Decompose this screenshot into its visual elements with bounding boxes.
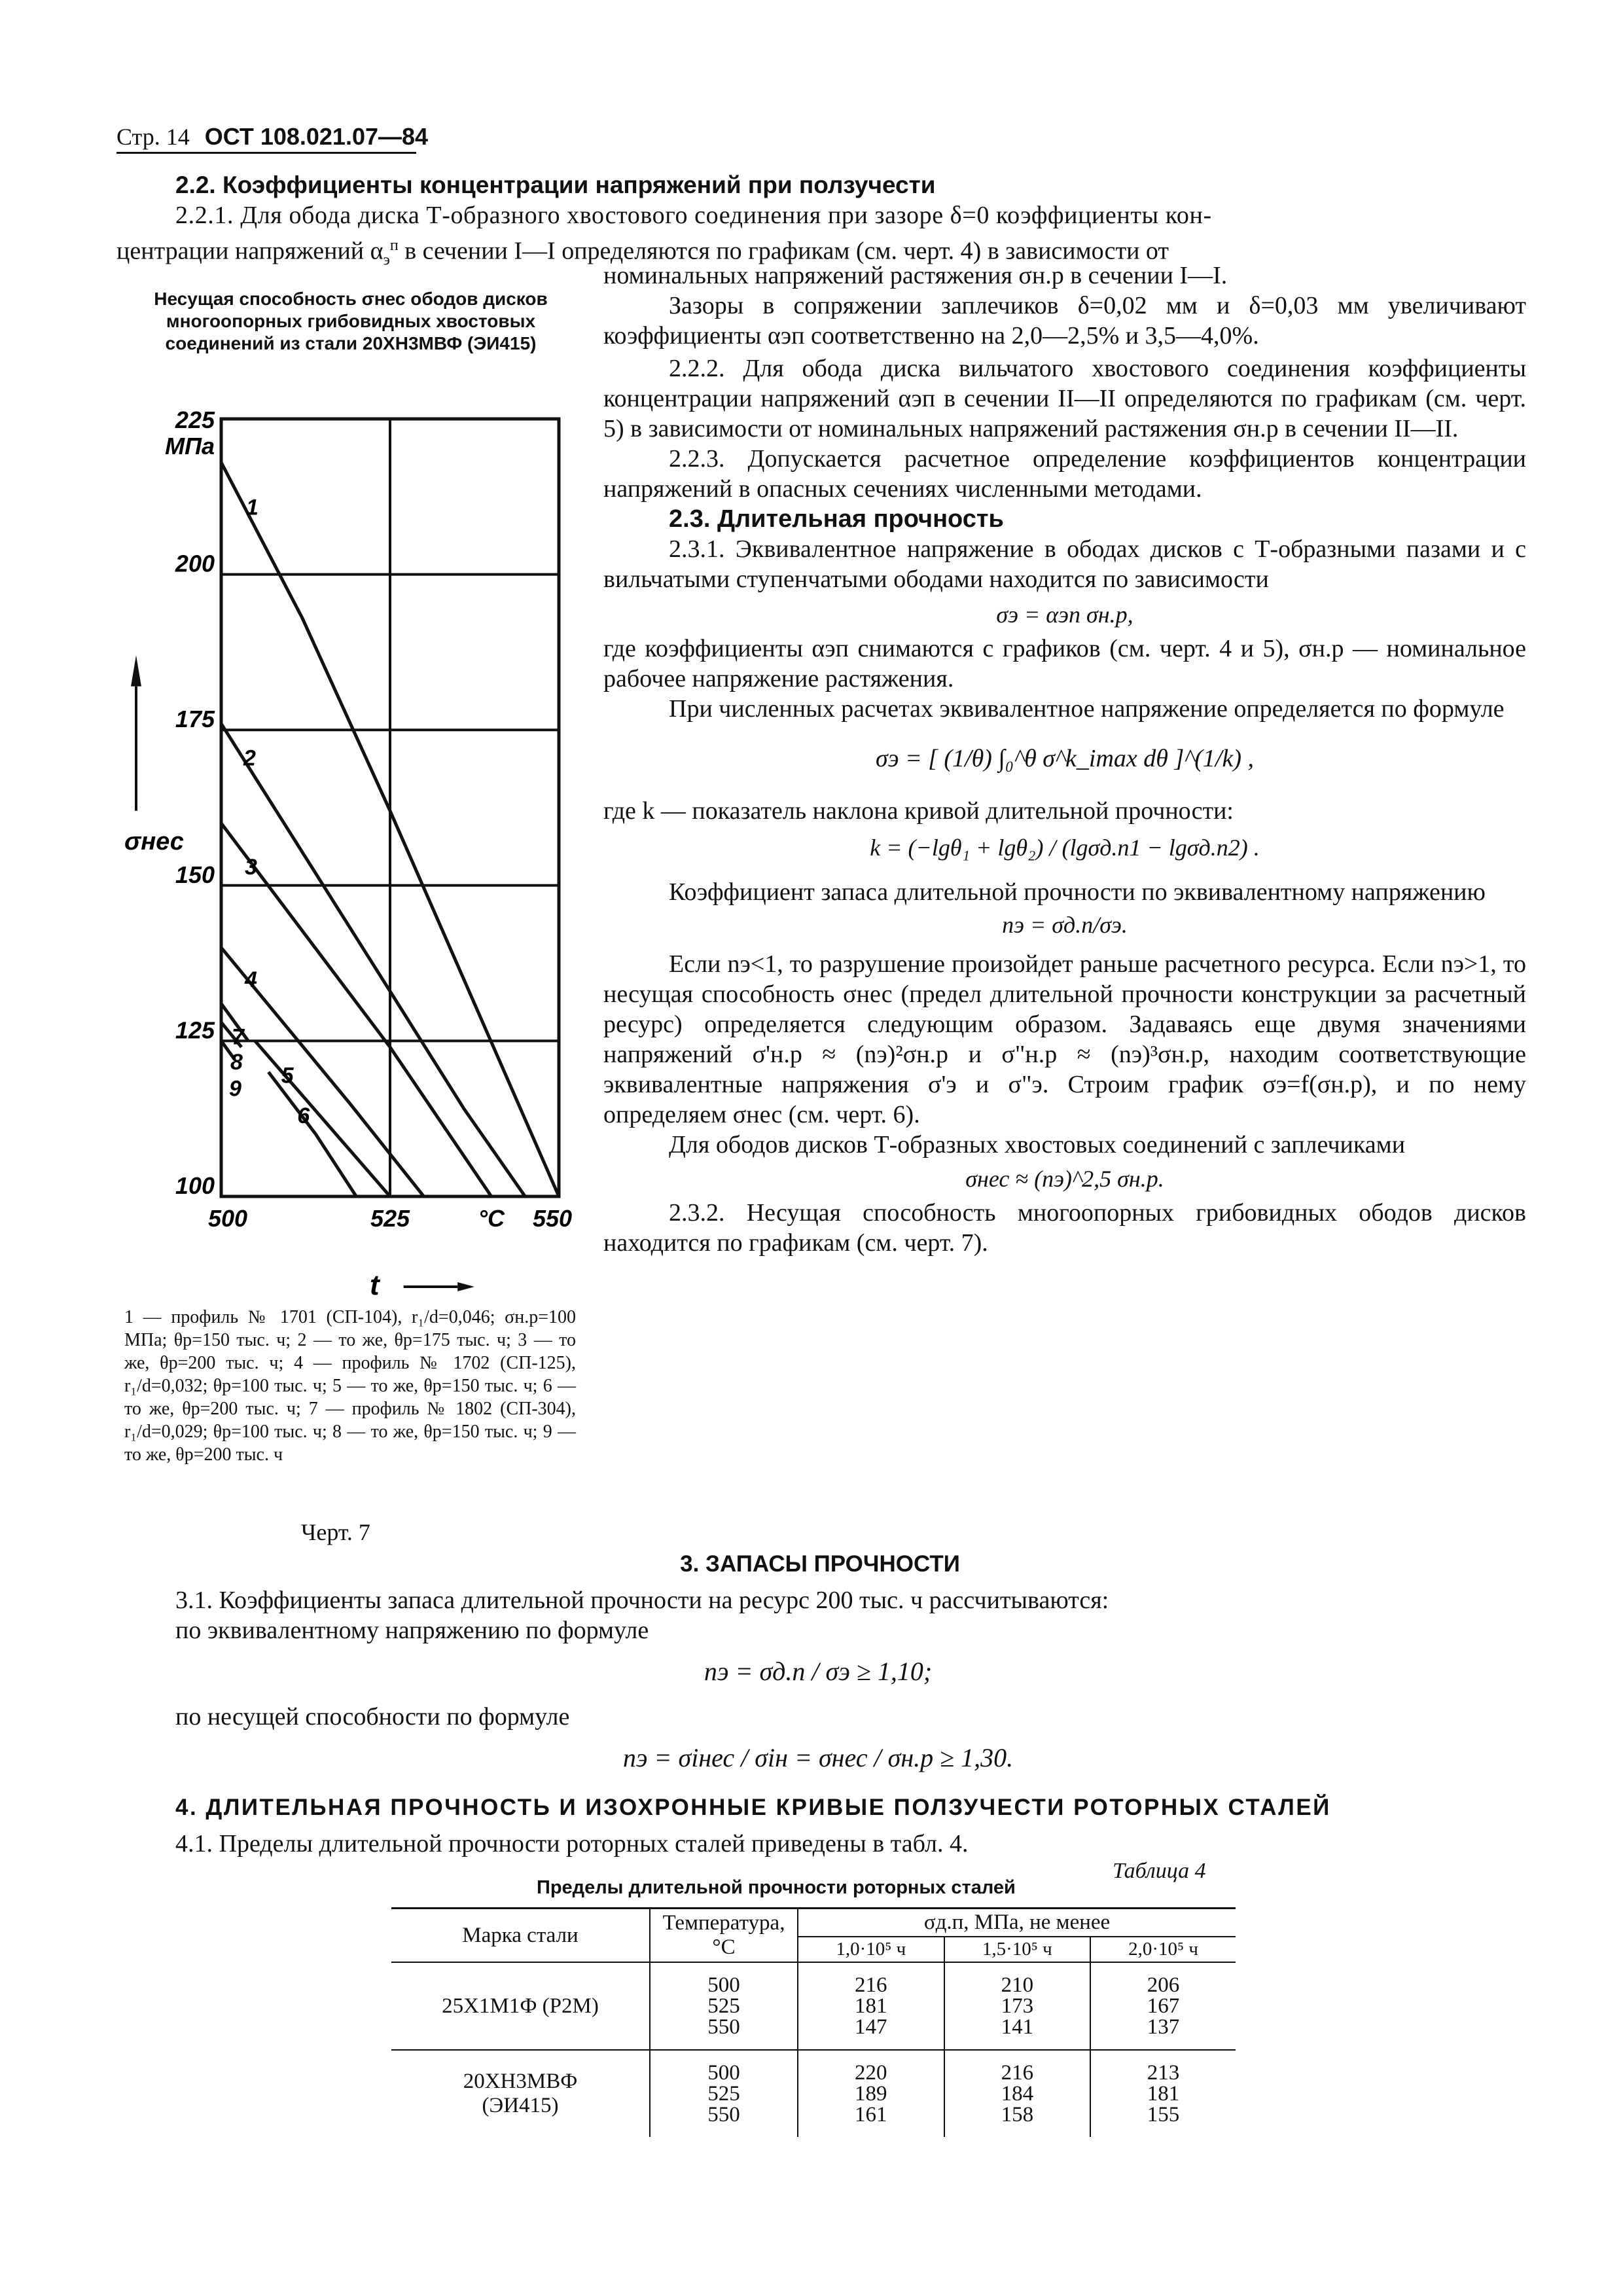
y-tick-label: 150 bbox=[175, 861, 215, 888]
right-column bbox=[603, 260, 1526, 1258]
standard-number: ОСТ 108.021.07—84 bbox=[204, 123, 429, 150]
page-number: Стр. 14 bbox=[116, 124, 190, 150]
header-rule bbox=[116, 152, 416, 154]
figure-legend: 1 — профиль № 1701 (СП-104), r₁/d=0,046; σн.р=100 МПа; θр=150 тыс. ч; 2 — то же, θр=175 тыс. ч; 3 — то же, θр=200 тыс. ч; 4 — профиль № 1702 (СП-125), r₁/d=0,032; θр=100 тыс. ч; 5 — то же, θр=150 тыс. ч; 6 — то же, θр=200 тыс. ч; 7 — профиль № 1802 (СП-304), r₁/d=0,029; θр=100 тыс. ч; 8 — то же, θр=150 тыс. ч; 9 — то же, θр=200 тыс. ч bbox=[124, 1307, 576, 1465]
para-rims: Для ободов дисков Т-образных хвостовых соединений с заплечиками bbox=[669, 1131, 1406, 1158]
th-sigma: σд.п, МПа, не менее bbox=[798, 1909, 1236, 1937]
curve-6 bbox=[268, 1072, 356, 1196]
figure-caption-title: Несущая способность σнес ободов дисков многоопорных грибовидных хвостовых соединений из стали 20ХН3МВФ (ЭИ415) bbox=[154, 289, 548, 353]
para-4-1: 4.1. Пределы длительной прочности роторных сталей приведены в табл. 4. bbox=[175, 1830, 969, 1857]
para-2-2-2: 2.2.2. Для обода диска вильчатого хвостового соединения коэффициенты концентрации напряжений αэп в сечении II—II определяются по графикам (см. черт. 5) в зависимости от номинальных напряжений растяжения σн.р в сечении II—II. bbox=[603, 355, 1526, 442]
para-where-coefficients: где коэффициенты αэп снимаются с графиков (см. черт. 4 и 5), σн.р — номинальное рабочее напряжение растяжения. bbox=[603, 635, 1526, 692]
table-4 bbox=[391, 1907, 1236, 2137]
para-gaps: Зазоры в сопряжении заплечиков δ=0,02 мм и δ=0,03 мм увеличивают коэффициенты αэп соответственно на 2,0—2,5% и 3,5—4,0%. bbox=[603, 292, 1526, 350]
para-2-3-2: 2.3.2. Несущая способность многоопорных грибовидных ободов дисков находится по графикам (см. черт. 7). bbox=[603, 1199, 1526, 1257]
section-2-3-heading: 2.3. Длительная прочность bbox=[669, 505, 1004, 533]
section-4-heading: 4. ДЛИТЕЛЬНАЯ ПРОЧНОСТЬ И ИЗОХРОННЫЕ КРИВЫЕ ПОЛЗУЧЕСТИ РОТОРНЫХ СТАЛЕЙ bbox=[175, 1795, 1331, 1820]
th-c2: 1,5·10⁵ ч bbox=[944, 1937, 1091, 1962]
formula-n-e: nэ = σд.п/σэ. bbox=[1002, 912, 1128, 938]
cell-c1: 216 181 147 bbox=[798, 1962, 944, 2050]
x-tick-label: °С bbox=[478, 1205, 505, 1232]
para-where-k: где k — показатель наклона кривой длительной прочности: bbox=[603, 797, 1234, 825]
x-tick-label: 525 bbox=[370, 1205, 410, 1232]
table-row bbox=[391, 1962, 1236, 2050]
x-tick-label: 500 bbox=[207, 1205, 248, 1232]
cell-temps: 500 525 550 bbox=[650, 2050, 798, 2137]
figure-chart bbox=[116, 406, 588, 1301]
formula-integral: σэ = [ (1/θ) ∫₀^θ σ^k_imax dθ ]^(1/k) , bbox=[876, 745, 1254, 772]
cell-c3: 213 181 155 bbox=[1147, 2061, 1180, 2126]
th-temp: Температура, °С bbox=[650, 1909, 798, 1963]
formula-k: k = (−lgθ₁ + lgθ₂) / (lgσд.п1 − lgσд.п2) . bbox=[870, 834, 1260, 861]
section-2-2-heading: 2.2. Коэффициенты концентрации напряжений при ползучести bbox=[175, 171, 936, 198]
y-axis-arrowhead bbox=[131, 655, 141, 687]
para-2-2-1-line1: 2.2.1. Для обода диска Т-образного хвостового соединения при зазоре δ=0 коэффициенты кон- bbox=[175, 202, 1212, 229]
cell-c2: 216 184 158 bbox=[944, 2050, 1091, 2137]
page-header bbox=[116, 122, 428, 152]
y-tick-label: 175 bbox=[175, 706, 215, 733]
cell-c3: 206 167 137 bbox=[1147, 1973, 1180, 2039]
para-2-2-1-line2-start: центрации напряжений α bbox=[116, 237, 383, 265]
curve-label-9: 9 bbox=[229, 1076, 241, 1102]
formula-margin-equivalent: nэ = σд.п / σэ ≥ 1,10; bbox=[704, 1657, 933, 1686]
para-numeric: При численных расчетах эквивалентное напряжение определяется по формуле bbox=[669, 695, 1505, 723]
cell-c1: 220 189 161 bbox=[798, 2050, 944, 2137]
y-tick-label: 100 bbox=[175, 1172, 215, 1199]
cell-steel: 25Х1М1Ф (Р2М) bbox=[391, 1962, 650, 2050]
curve-label-6: 6 bbox=[297, 1103, 310, 1128]
para-3-1-b: по эквивалентному напряжению по формуле bbox=[175, 1617, 649, 1644]
formula-margin-capacity: nэ = σiнес / σiн = σнес / σн.р ≥ 1,30. bbox=[622, 1743, 1014, 1772]
curve-label-8: 8 bbox=[230, 1049, 243, 1075]
x-tick-label: 550 bbox=[532, 1205, 573, 1232]
curve-label-1: 1 bbox=[246, 495, 259, 520]
table-label: Таблица 4 bbox=[1113, 1859, 1206, 1883]
cell-c2: 210 173 141 bbox=[944, 1962, 1091, 2050]
y-tick-label: 125 bbox=[175, 1016, 215, 1044]
x-axis-arrowhead bbox=[457, 1282, 474, 1291]
curve-3 bbox=[221, 823, 491, 1196]
th-c3: 2,0·10⁵ ч bbox=[1128, 1939, 1198, 1960]
figure-label: Черт. 7 bbox=[301, 1519, 370, 1545]
x-axis-label: t bbox=[370, 1269, 380, 1301]
y-unit-label: МПа bbox=[165, 433, 215, 459]
curve-label-5: 5 bbox=[281, 1063, 294, 1088]
para-if-ne: Если nэ<1, то разрушение произойдет раньше расчетного ресурса. Если nэ>1, то несущая способность σнес (предел длительной прочности конструкции за расчетный ресурс) определяется следующим образом. Задаваясь еще двумя значениями напряжений σ'н.р ≈ (nэ)²σн.р и σ"н.р ≈ (nэ)³σн.р, находим соответствующие эквивалентные напряжения σ'э и σ"э. Строим график σэ=f(σн.р), и по нему определяем σнес (см. черт. 6). bbox=[603, 950, 1526, 1128]
curve-label-4: 4 bbox=[245, 967, 257, 992]
curve-2 bbox=[221, 724, 525, 1196]
y-tick-label: 200 bbox=[175, 550, 215, 577]
para-3-1-c: по несущей способности по формуле bbox=[175, 1703, 570, 1731]
para-2-2-1-line2-end: в сечении I—I определяются по графикам (см. черт. 4) в зависимости от bbox=[404, 237, 1169, 265]
cell-temps: 500 525 550 bbox=[650, 1962, 798, 2050]
y-tick-label: 225 bbox=[175, 406, 215, 433]
section-3-heading: 3. ЗАПАСЫ ПРОЧНОСТИ bbox=[680, 1551, 960, 1577]
curve-label-7: 7 bbox=[232, 1024, 244, 1050]
table-title: Пределы длительной прочности роторных сталей bbox=[537, 1877, 1016, 1898]
th-steel: Марка стали bbox=[391, 1909, 650, 1963]
para-coefficient: Коэффициент запаса длительной прочности по эквивалентному напряжению bbox=[669, 878, 1486, 906]
para-2-2-3: 2.2.3. Допускается расчетное определение коэффициентов концентрации напряжений в опасных сечениях численными методами. bbox=[603, 445, 1526, 503]
curve-label-2: 2 bbox=[243, 745, 256, 771]
para-2-3-1: 2.3.1. Эквивалентное напряжение в ободах дисков с Т-образными пазами и с вильчатыми ступенчатыми ободами находится по зависимости bbox=[603, 535, 1526, 593]
para-3-1: 3.1. Коэффициенты запаса длительной прочности на ресурс 200 тыс. ч рассчитываются: bbox=[175, 1587, 1109, 1614]
th-c1: 1,0·10⁵ ч bbox=[798, 1937, 944, 1962]
para-2-2-1-line3: номинальных напряжений растяжения σн.р в сечении I—I. bbox=[603, 262, 1228, 289]
formula-equivalent-stress: σэ = αэп σн.р, bbox=[996, 601, 1133, 628]
para-2-2-1-line2: центрации напряжений $\alpha_э^п$ в сечении I—I определяются по графикам (см. черт. 4) в зависимости от bbox=[116, 237, 1169, 269]
table-row bbox=[391, 2050, 1236, 2137]
curve-5 bbox=[255, 1041, 390, 1196]
y-axis-label: σнес bbox=[124, 827, 184, 855]
curve-label-3: 3 bbox=[245, 854, 257, 880]
cell-steel: 20ХН3МВФ (ЭИ415) bbox=[391, 2050, 650, 2137]
formula-sigma-nes: σнес ≈ (nэ)^2,5 σн.р. bbox=[965, 1166, 1164, 1192]
